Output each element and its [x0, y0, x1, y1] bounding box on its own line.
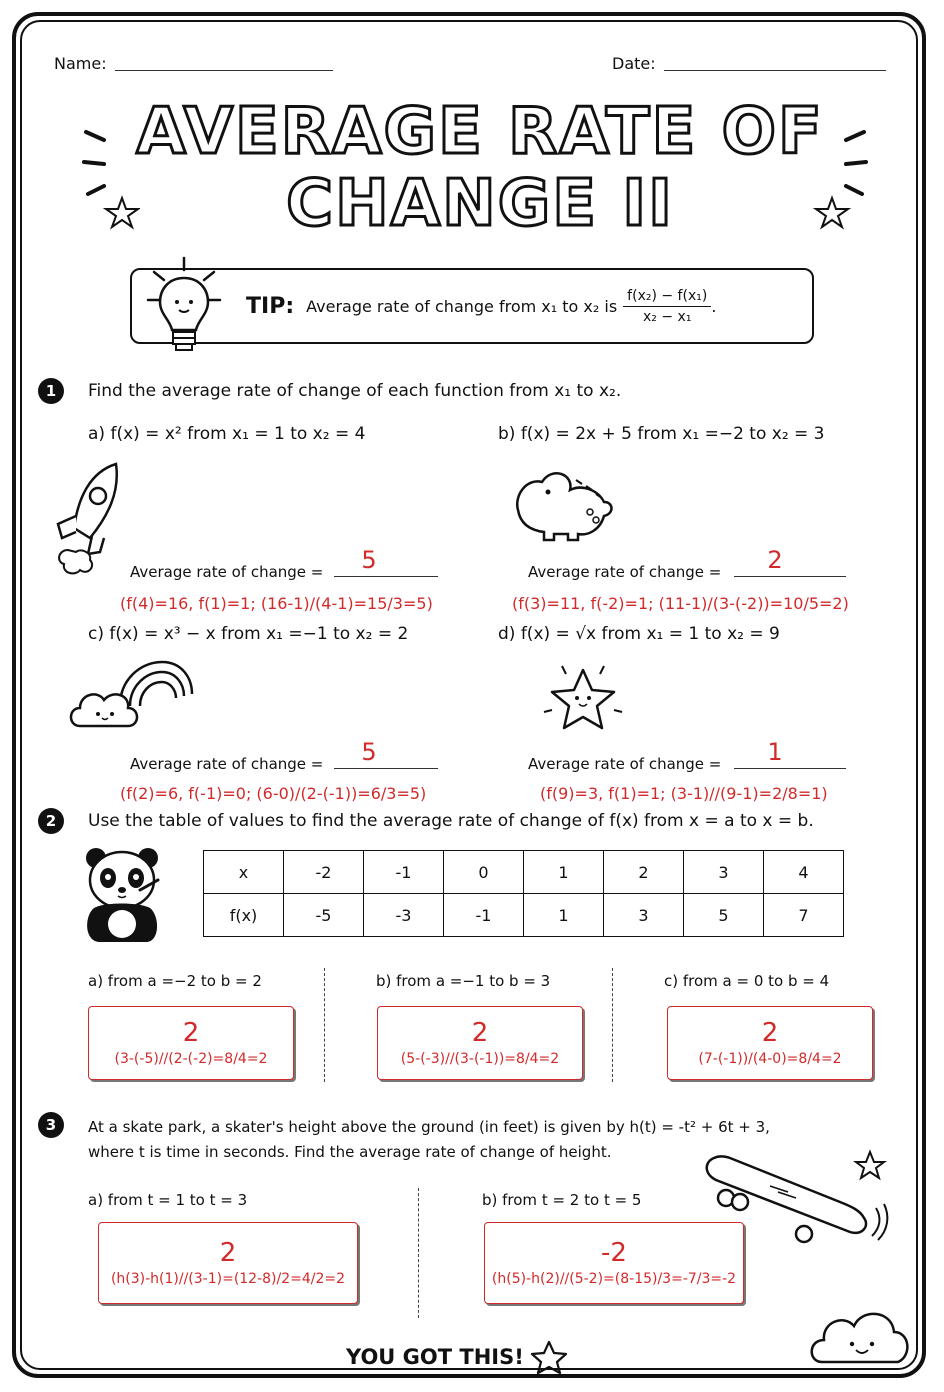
name-line[interactable]: [115, 70, 333, 71]
star-icon: [530, 1340, 568, 1374]
tip-text: Average rate of change from x₁ to x₂ is: [306, 297, 618, 316]
q3a-work: (h(3)-h(1)//(3-1)=(12-8)/2=4/2=2: [110, 1271, 346, 1288]
q1c-answer-line[interactable]: [334, 768, 438, 769]
q1d-answer-label: Average rate of change =: [528, 755, 722, 773]
q2b-prompt: b) from a =−1 to b = 3: [376, 972, 551, 990]
section-3-line1: At a skate park, a skater's height above the ground (in feet) is given by h(t) = -t² + 6t + 3,: [88, 1118, 770, 1136]
dinosaur-icon: [508, 460, 618, 544]
q1b-answer: 2: [767, 546, 783, 574]
table-cell: -2: [284, 851, 364, 894]
table-cell: 0: [444, 851, 524, 894]
q1a-answer-label: Average rate of change =: [130, 563, 324, 581]
sparkle-right-icon: [812, 120, 872, 230]
tip-fraction: [623, 288, 711, 325]
q2c-answer-box[interactable]: [667, 1006, 873, 1080]
smiling-star-icon: [538, 660, 628, 736]
divider: [418, 1188, 419, 1318]
section-3-line2: where t is time in seconds. Find the average rate of change of height.: [88, 1143, 612, 1161]
q1a-answer: 5: [361, 546, 377, 574]
q1d-answer: 1: [767, 738, 783, 766]
table-cell: 1: [524, 894, 604, 937]
name-label: Name:: [54, 54, 107, 73]
section-2-number: 2: [38, 808, 64, 834]
section-3-number: 3: [38, 1112, 64, 1138]
table-cell: -1: [444, 894, 524, 937]
title-line2: CHANGE II: [286, 167, 674, 241]
footer: [346, 1340, 568, 1374]
table-cell: f(x): [204, 894, 284, 937]
sparkle-left-icon: [80, 120, 140, 230]
lightbulb-icon: [144, 254, 224, 354]
q1b-prompt: b) f(x) = 2x + 5 from x₁ =−2 to x₂ = 3: [498, 424, 825, 444]
q1d-prompt: d) f(x) = √x from x₁ = 1 to x₂ = 9: [498, 624, 780, 644]
q1a-prompt: a) f(x) = x² from x₁ = 1 to x₂ = 4: [88, 424, 366, 444]
tip-label: TIP:: [246, 294, 295, 319]
rocket-icon: [50, 458, 130, 582]
q3b-answer-box[interactable]: [484, 1222, 744, 1304]
q1d-answer-line[interactable]: [734, 768, 846, 769]
divider: [612, 968, 613, 1082]
section-1-number: 1: [38, 378, 64, 404]
section-2-instruction: Use the table of values to find the average rate of change of f(x) from x = a to x = b.: [88, 811, 814, 831]
q1a-work: (f(4)=16, f(1)=1; (16-1)/(4-1)=15/3=5): [120, 594, 433, 613]
table-cell: 3: [604, 894, 684, 937]
tip-content: [246, 288, 716, 325]
q2a-answer-box[interactable]: [88, 1006, 294, 1080]
table-cell: 1: [524, 851, 604, 894]
q2a-work: (3-(-5)//(2-(-2)=8/4=2: [114, 1051, 268, 1068]
table-cell: 7: [764, 894, 844, 937]
q3b-answer: -2: [601, 1237, 627, 1268]
table-cell: 4: [764, 851, 844, 894]
q2c-answer: 2: [761, 1017, 779, 1048]
date-label: Date:: [612, 54, 656, 73]
footer-text: YOU GOT THIS!: [346, 1345, 524, 1369]
table-cell: x: [204, 851, 284, 894]
q1b-work: (f(3)=11, f(-2)=1; (11-1)/(3-(-2))=10/5=2): [512, 594, 849, 613]
table-cell: -5: [284, 894, 364, 937]
q1c-prompt: c) f(x) = x³ − x from x₁ =−1 to x₂ = 2: [88, 624, 409, 644]
q3a-answer: 2: [219, 1237, 237, 1268]
table-row-x: [204, 851, 844, 894]
q1c-answer: 5: [361, 738, 377, 766]
values-table: [203, 850, 844, 937]
q2b-answer: 2: [471, 1017, 489, 1048]
panda-icon: [80, 846, 170, 946]
q2c-work: (7-(-1))/(4-0)=8/4=2: [698, 1051, 842, 1068]
date-line[interactable]: [664, 70, 886, 71]
q2c-prompt: c) from a = 0 to b = 4: [664, 972, 830, 990]
q3b-work: (h(5)-h(2)//(5-2)=(8-15)/3=-7/3=-2: [491, 1271, 737, 1288]
tip-period: .: [711, 297, 717, 316]
q1d-work: (f(9)=3, f(1)=1; (3-1)//(9-1)=2/8=1): [540, 784, 828, 803]
q1c-work: (f(2)=6, f(-1)=0; (6-0)/(2-(-1))=6/3=5): [120, 784, 427, 803]
q2b-answer-box[interactable]: [377, 1006, 583, 1080]
table-cell: 2: [604, 851, 684, 894]
q3b-prompt: b) from t = 2 to t = 5: [482, 1191, 642, 1209]
q1b-answer-line[interactable]: [734, 576, 846, 577]
table-cell: 3: [684, 851, 764, 894]
title-line1: AVERAGE RATE OF: [136, 95, 824, 169]
section-1-instruction: Find the average rate of change of each function from x₁ to x₂.: [88, 381, 622, 401]
q3a-answer-box[interactable]: [98, 1222, 358, 1304]
rainbow-cloud-icon: [66, 654, 196, 734]
q3a-prompt: a) from t = 1 to t = 3: [88, 1191, 248, 1209]
table-cell: -1: [364, 851, 444, 894]
tip-fraction-top: f(x₂) − f(x₁): [623, 288, 711, 307]
table-cell: -3: [364, 894, 444, 937]
q2a-prompt: a) from a =−2 to b = 2: [88, 972, 262, 990]
q1b-answer-label: Average rate of change =: [528, 563, 722, 581]
smiling-cloud-icon: [806, 1296, 916, 1368]
table-cell: 5: [684, 894, 764, 937]
divider: [324, 968, 325, 1082]
q2a-answer: 2: [182, 1017, 200, 1048]
q1a-answer-line[interactable]: [334, 576, 438, 577]
q2b-work: (5-(-3)//(3-(-1))=8/4=2: [400, 1051, 560, 1068]
tip-fraction-bottom: x₂ − x₁: [643, 309, 692, 325]
q1c-answer-label: Average rate of change =: [130, 755, 324, 773]
table-row-fx: [204, 894, 844, 937]
